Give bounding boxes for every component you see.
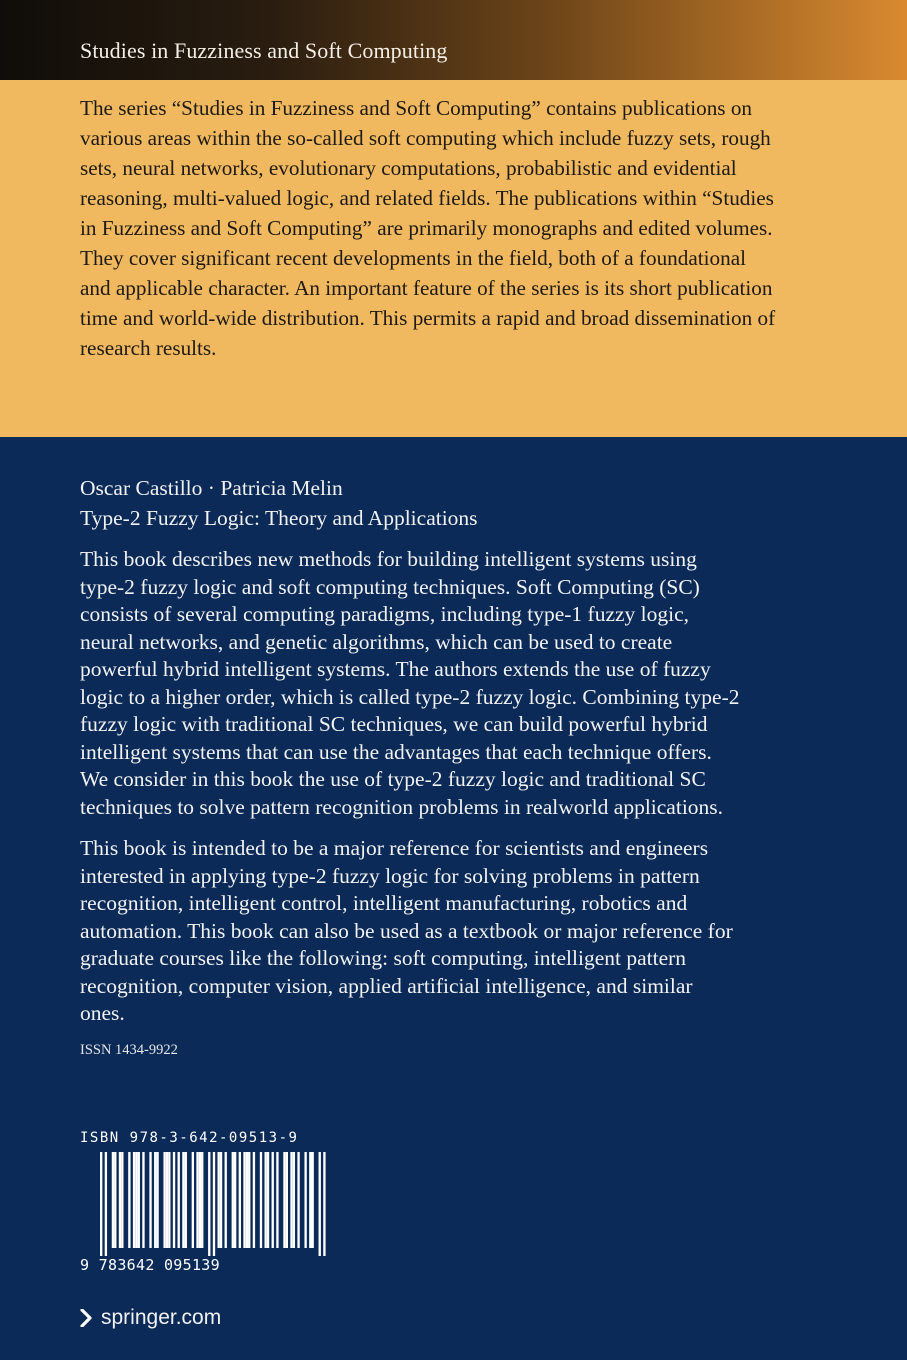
barcode-bar — [297, 1152, 299, 1248]
top-bar — [0, 0, 907, 80]
barcode-bar — [276, 1152, 278, 1248]
barcode-bar — [220, 1152, 222, 1248]
book-info — [80, 473, 740, 1059]
barcode-bar — [243, 1152, 245, 1248]
barcode-bar — [121, 1152, 123, 1248]
barcode-bar — [114, 1152, 116, 1248]
barcode-bar — [253, 1152, 255, 1248]
barcode-bar — [105, 1152, 107, 1256]
barcode-bar — [135, 1152, 137, 1248]
barcode-bar — [119, 1152, 121, 1248]
barcode-bar — [163, 1152, 165, 1248]
barcode-bar — [185, 1152, 187, 1248]
barcode-bar — [319, 1152, 321, 1256]
barcode-bar — [267, 1152, 269, 1248]
barcode-bar — [248, 1152, 250, 1248]
barcode-bar — [199, 1152, 201, 1248]
barcode-bar — [100, 1152, 102, 1256]
barcode-bar — [304, 1152, 306, 1248]
barcode-bar — [156, 1152, 158, 1248]
barcode-bar — [142, 1152, 144, 1248]
series-description: The series “Studies in Fuzziness and Soft Computing” contains publications on various areas within the so-called soft computing which include fuzzy sets, rough sets, neural networks, evolutionary computations, probabilistic and evidential reasoning, multi-valued logic, and related fields. The publications within “Studies in Fuzziness and Soft Computing” are primarily monographs and edited volumes. They cover significant recent developments in the field, both of a foundational and applicable character. An important feature of the series is its short publication time and world-wide distribution. This permits a rapid and broad dissemination of research results. — [80, 96, 776, 360]
barcode-bar — [323, 1152, 325, 1256]
barcode-bar — [201, 1152, 203, 1248]
barcode-bar — [166, 1152, 168, 1248]
barcode-bar — [309, 1152, 311, 1248]
barcode-bar — [133, 1152, 135, 1248]
book-description-paragraph-1: This book describes new methods for building intelligent systems using type-2 fuzzy logic and soft computing techniques. Soft Computing (SC) consists of several computing paradigms, including type-1 fuzzy logic, neural networks, and genetic algorithms, which can be used to create powerful hybrid intelligent systems. The authors extends the use of fuzzy logic to a higher order, which is called type-2 fuzzy logic. Combining type-2 fuzzy logic with traditional SC techniques, we can build powerful hybrid intelligent systems that can use the advantages that each technique offers. We consider in this book the use of type-2 fuzzy logic and traditional SC techniques to solve pattern recognition problems in realworld applications. — [80, 547, 740, 819]
barcode-digits: 9 783642 095139 — [80, 1256, 220, 1274]
barcode-bar — [218, 1152, 220, 1248]
barcode-bar — [225, 1152, 227, 1248]
barcode-bar — [213, 1152, 215, 1256]
barcode-bar — [149, 1152, 151, 1248]
isbn-barcode — [80, 1130, 340, 1280]
barcode-bar — [283, 1152, 285, 1248]
barcode-bar — [290, 1152, 292, 1248]
book-title: Type-2 Fuzzy Logic: Theory and Applications — [80, 506, 478, 530]
isbn-text: ISBN 978-3-642-09513-9 — [80, 1130, 299, 1146]
barcode-bar — [265, 1152, 267, 1248]
barcode-bar — [239, 1152, 241, 1248]
barcode-bar — [173, 1152, 175, 1248]
book-description-paragraph-2: This book is intended to be a major reference for scientists and engineers interested in applying type-2 fuzzy logic for solving problems in pattern recognition, intelligent control, intelligent manufacturing, robotics and automation. This book can also be used as a textbook or major reference for graduate courses like the following: soft computing, intelligent pattern recognition, computer vision, applied artificial intelligence, and similar ones. — [80, 836, 733, 1025]
chevron-right-icon — [80, 1309, 92, 1327]
barcode-bar — [138, 1152, 140, 1248]
barcode-bar — [112, 1152, 114, 1248]
barcode-bar — [154, 1152, 156, 1248]
barcode-bar — [246, 1152, 248, 1248]
barcode-bar — [168, 1152, 170, 1248]
barcode-bar — [312, 1152, 314, 1248]
barcode-bar — [286, 1152, 288, 1248]
series-name: Studies in Fuzziness and Soft Computing — [80, 38, 448, 63]
barcode-bar — [192, 1152, 194, 1248]
barcode-bar — [208, 1152, 210, 1256]
barcode-bar — [128, 1152, 130, 1248]
barcode-bar — [234, 1152, 236, 1248]
issn: ISSN 1434-9922 — [80, 1041, 178, 1058]
barcode-icon — [100, 1152, 330, 1256]
barcode-bar — [272, 1152, 274, 1248]
springer-link-text: springer.com — [101, 1306, 222, 1329]
book-authors: Oscar Castillo · Patricia Melin — [80, 476, 343, 500]
barcode-bar — [260, 1152, 262, 1248]
barcode-bar — [232, 1152, 234, 1248]
barcode-bar — [196, 1152, 198, 1248]
barcode-bar — [182, 1152, 184, 1248]
springer-link[interactable] — [80, 1306, 221, 1330]
barcode-bar — [178, 1152, 180, 1248]
barcode-bar — [293, 1152, 295, 1248]
